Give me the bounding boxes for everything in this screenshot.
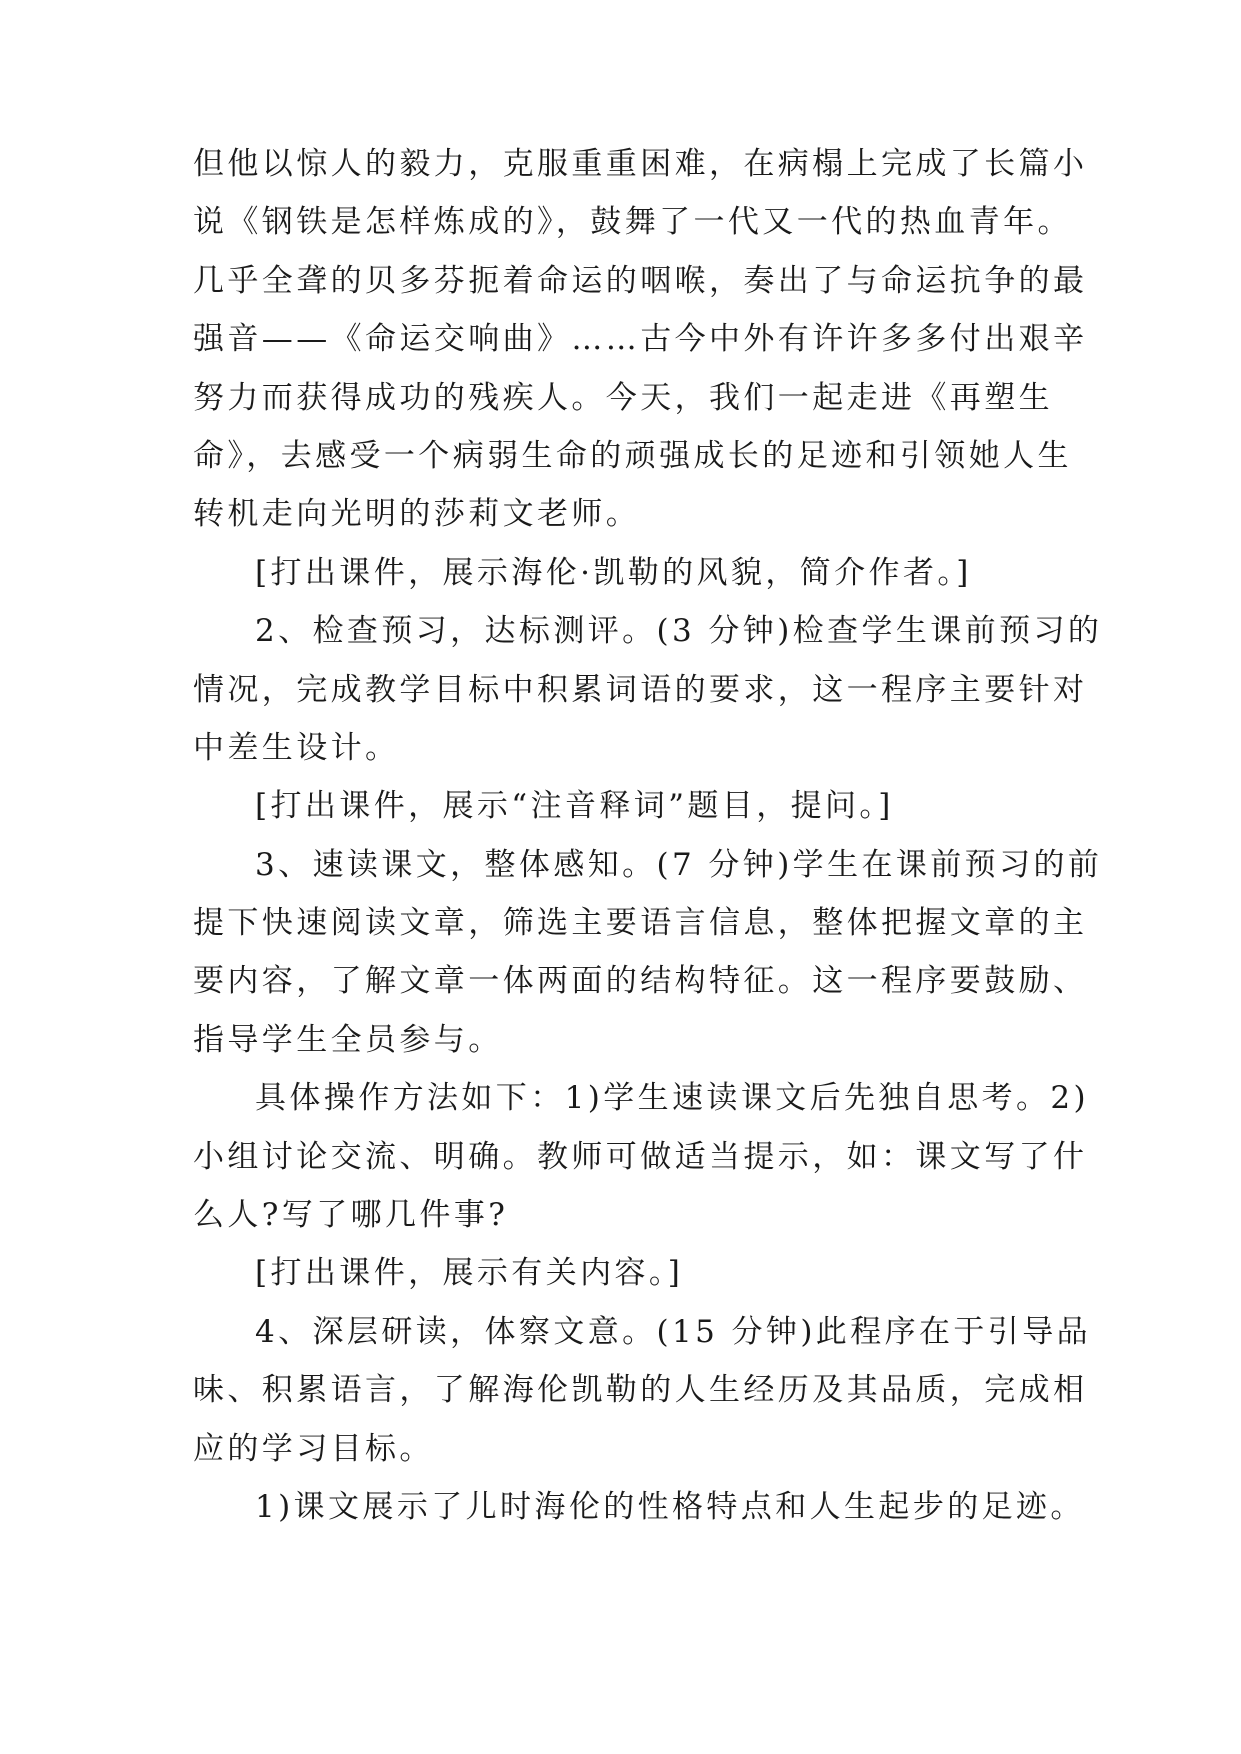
text-line: 中差生设计。 xyxy=(193,729,400,766)
text-line: 强音——《命运交响曲》……古今中外有许许多多付出艰辛 xyxy=(193,321,1088,358)
text-line: 命》，去感受一个病弱生命的顽强成长的足迹和引领她人生 xyxy=(193,437,1072,474)
text-line: 要内容，了解文章一体两面的结构特征。这一程序要鼓励、 xyxy=(193,963,1088,1000)
text-line: 情况，完成教学目标中积累词语的要求，这一程序主要针对 xyxy=(193,671,1088,708)
text-line: 说《钢铁是怎样炼成的》，鼓舞了一代又一代的热血青年。 xyxy=(193,204,1072,241)
text-line: 么人?写了哪几件事? xyxy=(193,1197,509,1234)
text-line: [打出课件，展示“注音释词”题目，提问。] xyxy=(255,788,894,825)
document-page xyxy=(193,135,1103,1536)
text-line: 但他以惊人的毅力，克服重重困难，在病榻上完成了长篇小 xyxy=(193,146,1088,182)
text-line: 指导学生全员参与。 xyxy=(193,1021,503,1058)
text-line: 努力而获得成功的残疾人。今天，我们一起走进《再塑生 xyxy=(193,379,1053,416)
text-line: 几乎全聋的贝多芬扼着命运的咽喉，奏出了与命运抗争的最 xyxy=(193,262,1088,299)
text-line: 应的学习目标。 xyxy=(193,1430,434,1467)
text-line: 提下快速阅读文章，筛选主要语言信息，整体把握文章的主 xyxy=(193,905,1088,942)
text-line: 4、深层研读，体察文意。(15 分钟)此程序在于引导品 xyxy=(255,1313,1092,1350)
text-line: 2、检查预习，达标测评。(3 分钟)检查学生课前预习的 xyxy=(255,613,1103,650)
text-line: 3、速读课文，整体感知。(7 分钟)学生在课前预习的前 xyxy=(255,846,1103,883)
text-line: [打出课件，展示海伦·凯勒的风貌，简介作者。] xyxy=(255,554,972,591)
text-line: [打出课件，展示有关内容。] xyxy=(255,1255,684,1292)
text-line: 具体操作方法如下：1)学生速读课文后先独自思考。2) xyxy=(255,1080,1090,1117)
text-line: 味、积累语言，了解海伦凯勒的人生经历及其品质，完成相 xyxy=(193,1372,1088,1409)
text-line: 转机走向光明的莎莉文老师。 xyxy=(193,496,641,533)
text-line: 1)课文展示了儿时海伦的性格特点和人生起步的足迹。 xyxy=(255,1488,1085,1525)
text-line: 小组讨论交流、明确。教师可做适当提示，如：课文写了什 xyxy=(193,1138,1088,1175)
